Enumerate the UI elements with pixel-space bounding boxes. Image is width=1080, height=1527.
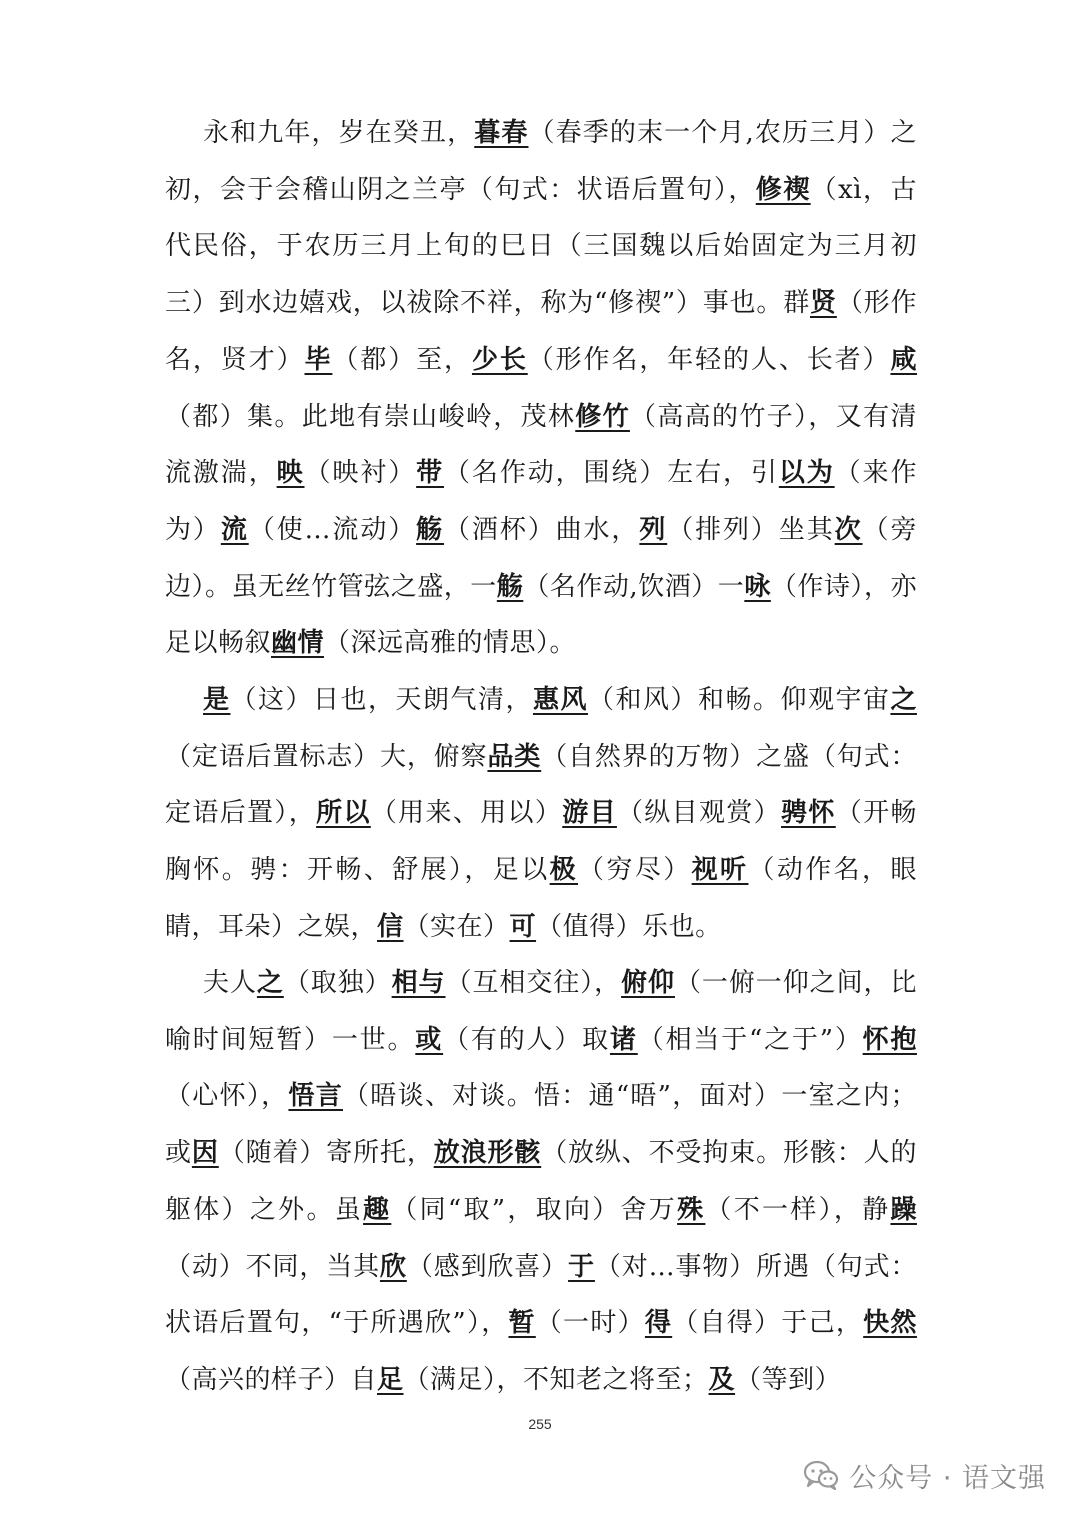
watermark-text: 公众号 · 语文强 <box>849 1462 1046 1494</box>
text-run: （春季的末一个月,农历三月）之初，会于会稽山阴之兰亭（句式：状语后置句）， <box>165 118 917 205</box>
annotated-term: 修禊 <box>755 174 811 205</box>
text-run: （酒杯）曲水， <box>444 514 640 545</box>
annotated-term: 之 <box>890 685 917 715</box>
annotated-term: 欣 <box>379 1251 407 1282</box>
page-number: 255 <box>528 1416 552 1432</box>
annotated-term: 极 <box>549 855 579 886</box>
text-run: （动）不同，当其 <box>165 1251 380 1282</box>
text-run: （一俯一仰之间，比喻时间短暂）一世。 <box>165 968 917 1055</box>
text-run: （取独） <box>283 968 392 998</box>
wechat-icon <box>803 1460 839 1490</box>
annotated-term: 修竹 <box>575 401 630 432</box>
annotated-term: 所以 <box>316 798 371 829</box>
annotated-term: 快然 <box>863 1308 917 1339</box>
annotated-term: 游目 <box>562 798 617 829</box>
text-run: （放纵、不受拘束。形骸：人的躯体）之外。虽 <box>165 1138 917 1225</box>
text-run: （等到） <box>735 1364 842 1395</box>
text-run: （有的人）取 <box>443 1024 610 1055</box>
text-run: （高高的竹子），又有清流激湍， <box>165 401 917 489</box>
paragraph-1 <box>165 105 917 672</box>
text-run: （不一样），静 <box>705 1194 891 1225</box>
annotated-term: 惠风 <box>532 685 588 715</box>
annotated-term: 因 <box>191 1138 219 1169</box>
text-run: （相当于“之于”） <box>637 1024 863 1055</box>
text-run: （自得）于己， <box>672 1308 864 1339</box>
annotated-term: 幽情 <box>271 628 325 659</box>
annotated-term: 列 <box>639 514 668 545</box>
annotated-term: 信 <box>377 911 404 942</box>
annotated-term: 是 <box>203 685 231 715</box>
annotated-term: 带 <box>416 458 445 489</box>
annotated-term: 诸 <box>609 1024 638 1055</box>
annotated-term: 或 <box>415 1024 444 1055</box>
annotated-term: 贤 <box>810 288 837 319</box>
text-run: （自然界的万物）之盛（句式：定语后置）， <box>165 741 917 829</box>
annotated-term: 怀抱 <box>862 1024 917 1055</box>
text-run: （随着）寄所托， <box>218 1138 434 1169</box>
annotated-term: 视听 <box>691 855 749 886</box>
annotated-term: 品类 <box>487 741 542 772</box>
annotated-term: 及 <box>708 1364 736 1395</box>
text-run: （使…流动） <box>248 514 417 545</box>
text-run: （对…事物）所遇（句式：状语后置句，“于所遇欣”）， <box>165 1251 917 1339</box>
text-run: （值得）乐也。 <box>536 911 722 942</box>
annotated-term: 于 <box>568 1251 595 1282</box>
text-run: （纵目观赏） <box>616 798 782 829</box>
text-run: （都）集。此地有崇山峻岭，茂林 <box>165 401 576 432</box>
annotated-term: 流 <box>220 514 249 545</box>
text-run: （一时） <box>535 1308 645 1339</box>
text-run: 夫人 <box>203 968 257 998</box>
annotated-term: 得 <box>644 1308 673 1339</box>
text-run: （名作动，围绕）左右，引 <box>444 458 779 489</box>
annotated-term: 可 <box>509 911 537 942</box>
text-run: （感到欣喜） <box>406 1251 569 1282</box>
text-run: （动作名，眼睛，耳朵）之娱， <box>165 855 917 942</box>
text-run: （同“取”，取向）舍万 <box>391 1194 678 1225</box>
annotated-term: 趣 <box>363 1194 392 1225</box>
annotated-term: 骋怀 <box>781 798 836 829</box>
annotated-term: 少长 <box>471 344 528 375</box>
text-run: （和风）和畅。仰观宇宙 <box>587 685 891 715</box>
annotated-term: 之 <box>256 968 284 998</box>
annotated-term: 以为 <box>778 458 835 489</box>
text-run: （穷尽） <box>578 855 692 886</box>
text-run: （旁边）。虽无丝竹管弦之盛，一 <box>165 514 917 602</box>
text-run: （作诗），亦足以畅叙 <box>165 571 917 659</box>
text-run: （晤谈、对谈。悟：通“晤”，面对）一室之内；或 <box>165 1081 917 1169</box>
text-run: （这）日也，天朗气清， <box>230 685 533 715</box>
annotated-term: 觞 <box>416 514 445 545</box>
annotated-term: 觞 <box>496 571 524 602</box>
annotated-term: 咸 <box>890 344 917 375</box>
text-run: （实在） <box>403 911 510 942</box>
text-run: （形作名，年轻的人、长者） <box>527 344 891 375</box>
watermark <box>803 1455 1046 1495</box>
text-run: （高兴的样子）自 <box>165 1364 378 1395</box>
annotated-term: 躁 <box>890 1194 917 1225</box>
annotated-term: 次 <box>834 514 863 545</box>
text-run: （xì，古代民俗，于农历三月上旬的巳日（三国魏以后始固定为三月初三）到水边嬉戏，以祓除不祥，称为“修禊”）事也。群 <box>165 174 917 319</box>
text-run: 永和九年，岁在癸丑， <box>203 118 475 148</box>
text-run: （互相交往）， <box>445 968 622 998</box>
text-run: （心怀）， <box>165 1081 289 1112</box>
text-run: （定语后置标志）大，俯察 <box>165 741 488 772</box>
paragraph-2 <box>165 672 917 956</box>
annotated-term: 悟言 <box>288 1081 343 1112</box>
text-run: （深远高雅的情思）。 <box>324 628 577 659</box>
text-run: （都）至， <box>332 344 472 375</box>
annotated-term: 俯仰 <box>621 968 675 998</box>
annotated-term: 相与 <box>391 968 446 998</box>
text-run: （来作为） <box>165 458 917 545</box>
annotated-term: 殊 <box>677 1194 706 1225</box>
annotated-term: 暮春 <box>474 118 529 148</box>
text-run: （满足），不知老之将至； <box>403 1364 709 1395</box>
annotated-term: 映 <box>276 458 305 489</box>
text-run: （排列）坐其 <box>667 514 835 545</box>
annotated-term: 毕 <box>304 344 333 375</box>
annotated-term: 足 <box>377 1364 404 1395</box>
text-run: （名作动,饮酒）一 <box>523 571 745 602</box>
text-run: （映衬） <box>304 458 417 489</box>
text-run: （用来、用以） <box>370 798 563 829</box>
annotated-term: 暂 <box>508 1308 536 1339</box>
annotated-term: 咏 <box>744 571 771 602</box>
text-run: （开畅胸怀。骋：开畅、舒展），足以 <box>165 798 917 886</box>
annotated-term: 放浪形骸 <box>433 1138 542 1169</box>
text-run: （形作名，贤才） <box>165 288 917 375</box>
paragraph-3 <box>165 955 917 1409</box>
